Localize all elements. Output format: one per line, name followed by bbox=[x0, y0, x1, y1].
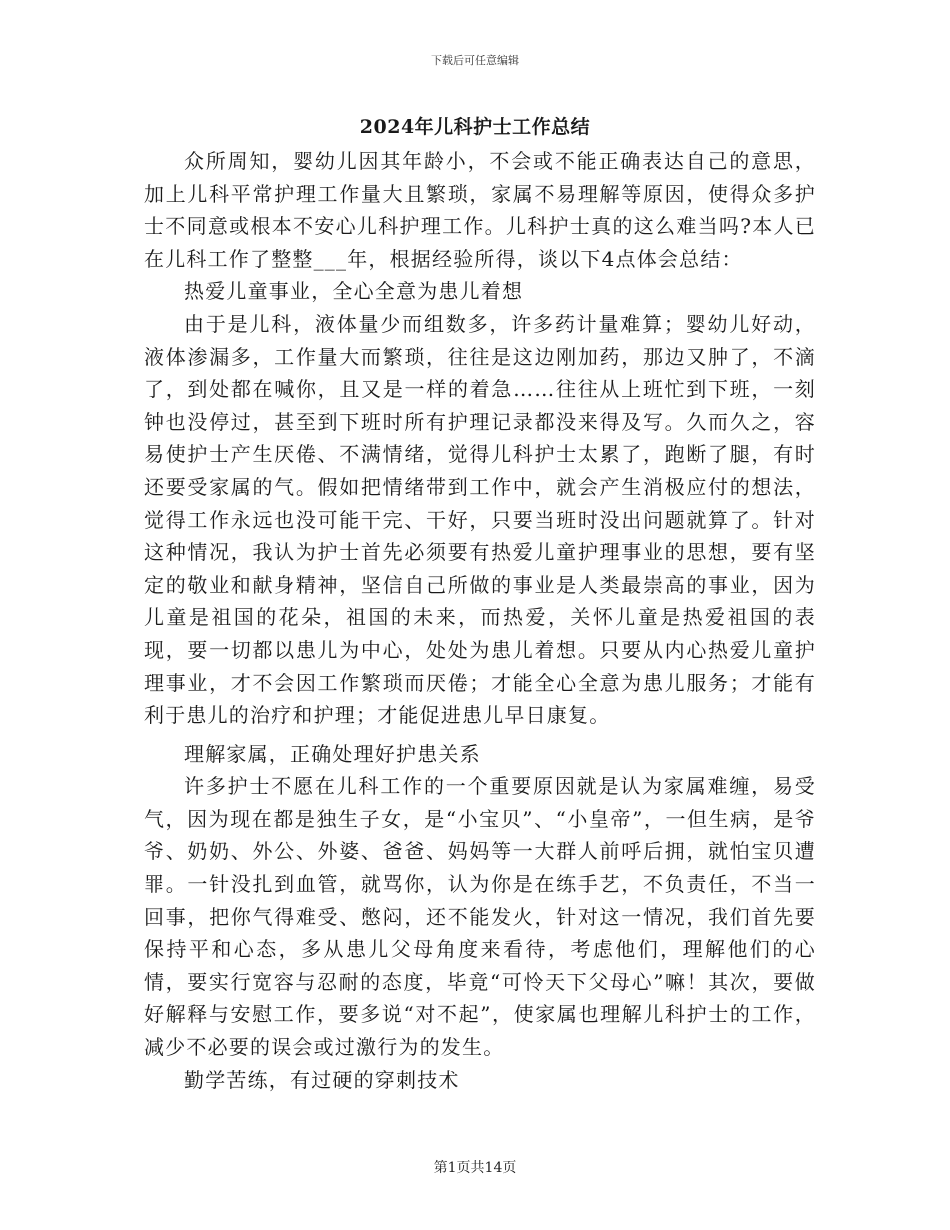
page-number: 第1页共14页 bbox=[433, 1160, 517, 1176]
body-paragraph: 由于是儿科，液体量少而组数多，许多药计量难算；婴幼儿好动，液体渗漏多，工作量大而繁琐，往往是这边刚加药，那边又肿了，不滴了，到处都在喊你，且又是一样的着急……往往从上班忙到下班，一刻钟也没停过，甚至到下班时所有护理记录都没来得及写。久而久之，容易使护士产生厌倦、不满情绪，觉得儿科护士太累了，跑断了腿，有时还要受家属的气。假如把情绪带到工作中，就会产生消极应付的想法，觉得工作永远也没可能干完、干好，只要当班时没出问题就算了。针对这种情况，我认为护士首先必须要有热爱儿童护理事业的思想，要有坚定的敬业和献身精神，坚信自己所做的事业是人类最崇高的事业，因为儿童是祖国的花朵，祖国的未来，而热爱，关怀儿童是热爱祖国的表现，要一切都以患儿为中心，处处为患儿着想。只要从内心热爱儿童护理事业，才不会因工作繁琐而厌倦；才能全心全意为患儿服务；才能有利于患儿的治疗和护理；才能促进患儿早日康复。 bbox=[144, 311, 816, 728]
section-heading: 热爱儿童事业，全心全意为患儿着想 bbox=[184, 279, 524, 304]
header-note: 下载后可任意编辑 bbox=[431, 54, 519, 67]
intro-paragraph: 众所周知，婴幼儿因其年龄小，不会或不能正确表达自己的意思，加上儿科平常护理工作量大且繁琐，家属不易理解等原因，使得众多护士不同意或根本不安心儿科护理工作。儿科护士真的这么难当吗?本人已在儿科工作了整整___年，根据经验所得，谈以下4点体会总结： bbox=[144, 149, 816, 271]
document-body bbox=[144, 145, 816, 1096]
document-title: 2024年儿科护士工作总结 bbox=[359, 116, 591, 138]
section-heading: 理解家属，正确处理好护患关系 bbox=[184, 741, 481, 766]
body-paragraph: 许多护士不愿在儿科工作的一个重要原因就是认为家属难缠，易受气，因为现在都是独生子女，是“小宝贝”、“小皇帝”，一但生病，是爷爷、奶奶、外公、外婆、爸爸、妈妈等一大群人前呼后拥，就怕宝贝遭罪。一针没扎到血管，就骂你，认为你是在练手艺，不负责任，不当一回事，把你气得难受、憋闷，还不能发火，针对这一情况，我们首先要保持平和心态，多从患儿父母角度来看待，考虑他们，理解他们的心情，要实行宽容与忍耐的态度，毕竟“可怜天下父母心”嘛！其次，要做好解释与安慰工作，要多说“对不起”，使家属也理解儿科护士的工作，减少不必要的误会或过激行为的发生。 bbox=[144, 774, 816, 1060]
section-heading: 勤学苦练，有过硬的穿刺技术 bbox=[184, 1067, 460, 1092]
